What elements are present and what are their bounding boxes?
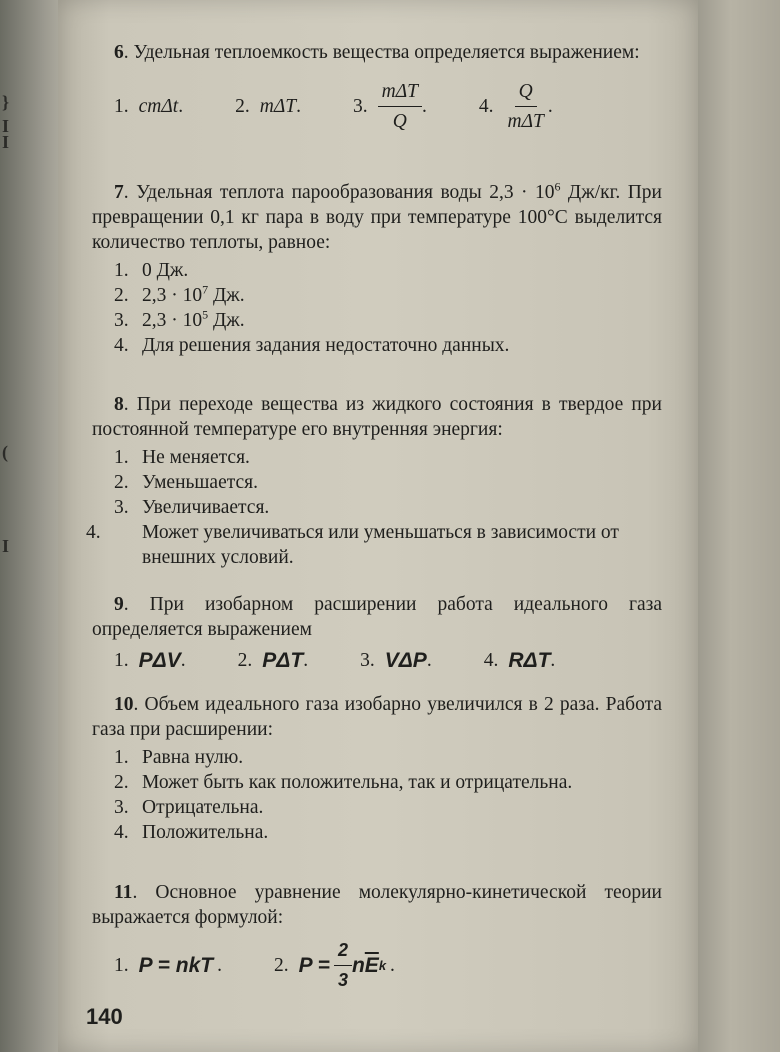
answer-options [92, 938, 662, 993]
question-number: 8 [114, 394, 124, 415]
question-11: 11. Основное уравнение молекулярно-кинетической теории выражается формулой: 1. P = nkT . 2. P = $\frac{2}{3}$ n $\overline{E}$ k . [92, 880, 662, 993]
option-4: 4. $\frac{Q}{\text{mΔT}}$ . [478, 81, 553, 132]
option-2: 2. P = $\frac{2}{3}$ n $\overline{E}$ k . [274, 938, 395, 993]
formula: mΔT [259, 96, 297, 117]
question-8: 8. При переходе вещества из жидкого состояния в твердое при постоянной температуре его внутренняя энергия: 1. Не меняется. 2. Уменьшается. 3. Увеличивается. 4. Может увеличиваться или уменьшаться в зависимости от внешних условий. [86, 394, 662, 568]
question-text: . Удельная теплоемкость вещества определяется выражением: [123, 42, 640, 63]
option-1: 1. PΔV . [114, 649, 186, 672]
margin-mark: ( [2, 442, 8, 462]
fraction: $\frac{\text{mΔT}}{Q}$ [378, 79, 422, 134]
previous-page-edge [0, 0, 64, 1052]
question-10: 10. Объем идеального газа изобарно увеличился в 2 раза. Работа газа при расширении: 1. Равна нулю. 2. Может быть как положительна, так и отрицательна. 3. Отрицательна. 4. Положительна. [92, 694, 662, 843]
question-9: 9. При изобарном расширении работа идеального газа определяется выражением 1. PΔV . 2. PΔT . 3. VΔP . 4. RΔT . [92, 594, 662, 672]
formula: PΔT [262, 649, 304, 672]
formula: VΔP [384, 649, 427, 672]
margin-mark: I [2, 132, 10, 152]
next-page-edge [698, 0, 780, 1052]
formula: P = nkT [138, 954, 214, 977]
formula: RΔT [508, 649, 551, 672]
option-3: 3. $\frac{\text{mΔT}}{Q}$ . [352, 81, 427, 132]
option-3: 3. Отрицательна. [114, 797, 264, 818]
question-number: 9 [114, 594, 124, 615]
option-1: 1. P = nkT . [114, 954, 222, 977]
option-2: 2. mΔT . [235, 96, 301, 117]
answer-options [92, 648, 662, 673]
question-number: 6 [114, 42, 124, 63]
option-3: 3. Увеличивается. [114, 497, 270, 518]
option-2: 2. Может быть как положительна, так и отрицательна. [114, 772, 573, 793]
margin-mark: } [2, 92, 10, 112]
page-content [86, 0, 662, 1052]
question-7: 7. Удельная теплота парообразования воды $2,3 \cdot 10^6$ Дж/кг. При превращении 0,1 кг пара в воду при температуре 100°С выделится количество теплоты, равное: 1. 0 Дж. 2. $2,3 \cdot 10^7$ Дж. 3. $2,3 \cdot 10^5$ Дж. 4. Для решения задания недостаточно данных. [92, 179, 662, 356]
question-number: 10 [114, 694, 134, 715]
option-2: 2. Уменьшается. [114, 472, 259, 493]
option-1: 1. Равна нулю. [114, 747, 244, 768]
option-1: 1. cmΔt . [114, 96, 184, 117]
fraction: $\frac{2}{3}$ [334, 938, 352, 993]
option-1: 1. 0 Дж. [114, 260, 189, 281]
answer-options [86, 445, 662, 570]
question-number: 7 [114, 182, 124, 203]
fraction: $\frac{Q}{\text{mΔT}}$ [507, 81, 544, 132]
option-3: 3. VΔP . [360, 649, 432, 672]
answer-options [92, 258, 662, 358]
option-1: 1. Не меняется. [114, 447, 250, 468]
answer-options [92, 79, 662, 134]
option-2: 2. $2,3 \cdot 10^7$ Дж. [114, 282, 245, 306]
answer-options [92, 745, 662, 845]
formula: PΔV [138, 649, 181, 672]
option-3: 3. $2,3 \cdot 10^5$ Дж. [114, 307, 245, 331]
page-number: 140 [86, 1004, 123, 1029]
option-4: 4. Для решения задания недостаточно данных. [114, 335, 510, 356]
margin-mark: I [2, 116, 10, 136]
question-number: 11 [114, 882, 133, 903]
option-4: 4. Положительна. [114, 822, 269, 843]
option-4: 4. Может увеличиваться или уменьшаться в зависимости от внешних условий. [86, 522, 619, 568]
margin-mark: I [2, 536, 10, 556]
option-4: 4. RΔT . [483, 649, 556, 672]
option-2: 2. PΔT . [237, 649, 309, 672]
question-6 [92, 40, 662, 134]
formula: cmΔt [138, 96, 179, 117]
